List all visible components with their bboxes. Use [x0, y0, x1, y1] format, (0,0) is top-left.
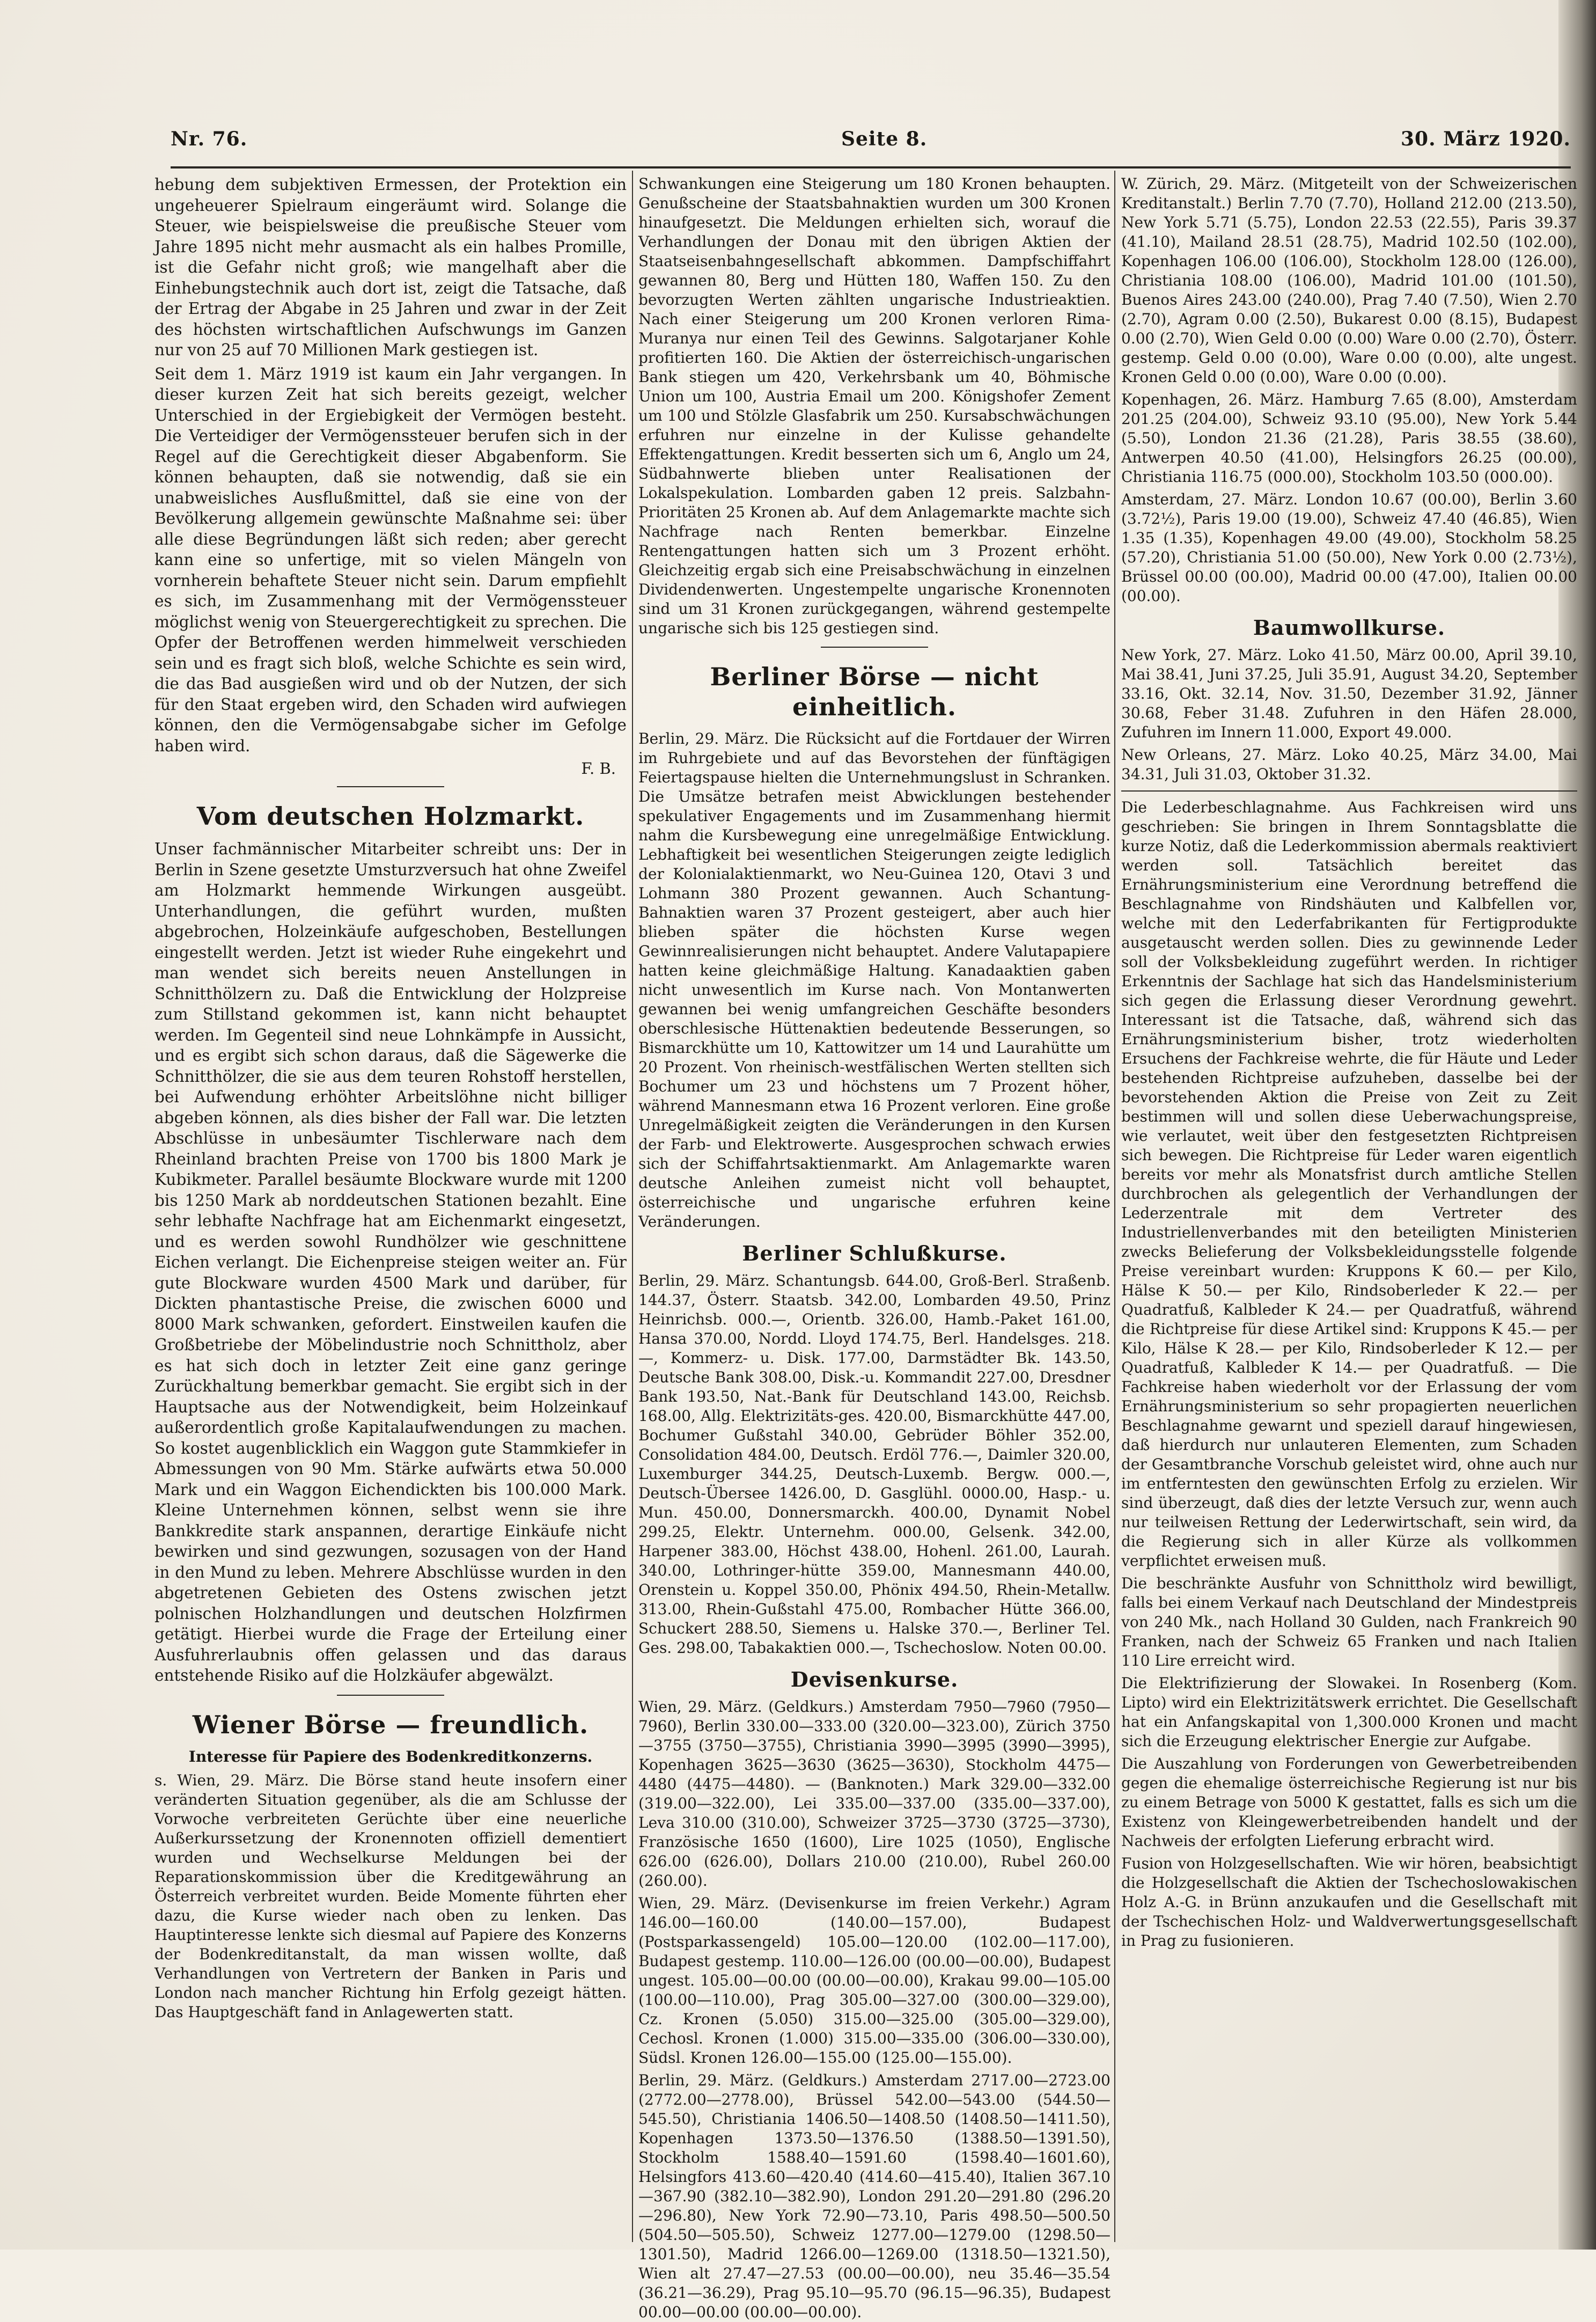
stock-quotes: Berlin, 29. März. Schantungsb. 644.00, Groß-Berl. Straßenb. 144.37, Österr. Staatsb. 342.00, Lombarden 49.50, Prinz Heinrichsb. 000.—, Orientb. 326.00, Hamb.-Paket 161.00, Hansa 370.00, Nordd. Lloyd 174.75, Berl. Handelsges. 218.—, Kommerz- u. Disk. 177.00, Darmstädter Bk. 143.50, Deutsche Bank 308.00, Disk.-u. Kommandit 227.00, Dresdner Bank 193.50, Nat.-Bank für Deutschland 143.00, Reichsb. 168.00, Allg. Elektrizitäts-ges. 420.00, Bismarckhütte 447.00, Bochumer Gußstahl 340.00, Gebrüder Böhler 352.00, Consolidation 484.00, Deutsch. Erdöl 776.—, Daimler 320.00, Luxemburger 344.25, Deutsch-Luxemb. Bergw. 000.—, Deutsch-Übersee 1426.00, D. Gasglühl. 0000.00, Hasp.- u. Mun. 450.00, Donnersmarckh. 400.00, Dynamit Nobel 299.25, Elektr. Unternehm. 000.00, Gelsenk. 342.00, Harpener 383.00, Höchst 438.00, Hohenl. 261.00, Laurah. 340.00, Lothringer-hütte 359.00, Mannesmann 440.00, Orenstein u. Koppel 350.00, Phönix 494.50, Rhein-Metallw. 313.00, Rhein-Gußstahl 475.00, Rombacher Hütte 366.00, Schuckert 288.50, Siemens u. Halske 370.—, Berliner Tel. Ges. 298.00, Tabakaktien 000.—, Tschechoslow. Noten 00.00. [638, 1272, 1110, 1657]
currency-quotes: Berlin, 29. März. (Geldkurs.) Amsterdam 2717.00—2723.00 (2772.00—2778.00), Brüssel 542.00—543.00 (544.50—545.50), Christiania 1406.50—1408.50 (1408.50—1411.50), Kopenhagen 1373.50—1376.50 (1388.50—1391.50), Stockholm 1588.40—1591.60 (1598.40—1601.60), Helsingfors 413.60—420.40 (414.60—415.40), Italien 367.10—367.90 (382.10—382.90), London 291.20—291.80 (296.20—296.80), New York 72.90—73.10, Paris 498.50—500.50 (504.50—505.50), Schweiz 1277.00—1279.00 (1298.50—1301.50), Madrid 1266.00—1269.00 (1318.50—1321.50), Wien alt 27.47—27.53 (00.00—00.00), neu 35.46—35.54 (36.21—36.29), Prag 95.10—95.70 (96.15—96.35), Budapest 00.00—00.00 (00.00—00.00). [638, 2071, 1110, 2321]
article-paragraph: Unser fachmännischer Mitarbeiter schreibt uns: Der in Berlin in Szene gesetzte Umsturzversuch hat ohne Zweifel am Holzmarkt hemmende Wirkungen ausgeübt. Unterhandlungen, die geführt wurden, mußten abgebrochen, Holzeinkäufe aufgeschoben, Bestellungen eingestellt werden. Jetzt ist wieder Ruhe eingekehrt und man wendet sich bereits neuen Anstellungen in Schnitthölzern zu. Daß die Entwicklung der Holzpreise zum Stillstand gekommen ist, kann nicht behauptet werden. Im Gegenteil sind neue Lohnkämpfe in Aussicht, und es ergibt sich schon daraus, daß die Sägewerke die Schnitthölzer, die sie aus dem teuren Rohstoff herstellen, bei Aufwendung erhöhter Arbeitslöhne nicht billiger abgeben können, als dies bisher der Fall war. Die letzten Abschlüsse in unbesäumter Tischlerware nach dem Rheinland brachten Preise von 1700 bis 1800 Mark je Kubikmeter. Parallel besäumte Blockware wurde mit 1200 bis 1250 Mark ab norddeutschen Stationen bezahlt. Eine sehr lebhafte Nachfrage hat am Eichenmarkt eingesetzt, und es werden sowohl Rundhölzer wie geschnittene Eichen verlangt. Die Eichenpreise steigen weiter an. Für gute Blockware wurden 4500 Mark und darüber, für Dickten phantastische Preise, die zwischen 6000 und 8000 Mark schwanken, gefordert. Einstweilen kaufen die Großbetriebe der Möbelindustrie noch Schnittholz, aber es hat sich doch in letzter Zeit eine ganz geringe Zurückhaltung bemerkbar gemacht. Sie ergibt sich in der Hauptsache aus der Notwendigkeit, beim Holzeinkauf außerordentlich große Kapitalaufwendungen zu machen. So kostet augenblicklich ein Waggon gute Stammkiefer in Abmessungen von 90 Mm. Stärke aufwärts etwa 50.000 Mark und ein Waggon Eichendickten bis 100.000 Mark. Kleine Unternehmen können, selbst wenn sie ihre Bankkredite stark anspannen, derartige Einkäufe nicht bewirken und sind gezwungen, sozusagen von der Hand in den Mund zu leben. Mehrere Abschlüsse wurden in den abgetretenen Gebieten des Ostens zwischen jetzt polnischen Holzhandlungen und deutschen Holzfirmen getätigt. Hierbei wurde die Frage der Erteilung einer Ausfuhrerlaubnis offen gelassen und das daraus entstehende Risiko auf die Holzkäufer abgewälzt. [155, 840, 627, 1684]
page-header [171, 128, 1571, 160]
article-paragraph: Schwankungen eine Steigerung um 180 Kronen behaupten. Genußscheine der Staatsbahnaktien wurden um 300 Kronen hinaufgesetzt. Die Meldungen erhielten sich, worauf die Verhandlungen der Donau mit den übrigen Aktien der Staatseisenbahngesellschaft abkommen. Dampfschiffahrt gewannen 80, Berg und Hütten 180, Waffen 150. Zu den bevorzugten Werten zählten ungarische Industrieaktien. Nach einer Steigerung um 200 Kronen verloren Rima-Muranya nur einen Teil des Gewinns. Salgotarjaner Kohle profitierten 160. Die Aktien der österreichisch-ungarischen Bank stiegen um 420, Verkehrsbank um 40, Böhmische Union um 100, Austria Email um 200. Königshofer Zement um 100 und Stölzle Glasfabrik um 250. Kursabschwächungen erfuhren nur einzelne in der Kulisse gehandelte Effektengattungen. Kredit besserten sich um 6, Anglo um 24, Südbahnwerte blieben unter Realisationen der Lokalspekulation. Lombarden gaben 12 preis. Salzbahn-Prioritäten 25 Kronen ab. Auf dem Anlagemarkte machte sich Nachfrage nach Renten bemerkbar. Einzelne Rentengattungen hatten sich um 3 Prozent erhöht. Gleichzeitig ergab sich eine Preisabschwächung in einzelnen Dividendenwerten. Ungestempelte ungarische Kronennoten sind um 31 Kronen zurückgegangen, während gestempelte ungarische sich bis 125 gestiegen sind. [638, 175, 1110, 637]
page-number: Seite 8. [841, 128, 928, 150]
subheadline: Interesse für Papiere des Bodenkreditkonzerns. [188, 1747, 593, 1766]
currency-quotes: Wien, 29. März. (Devisenkurse im freien Verkehr.) Agram 146.00—160.00 (140.00—157.00), Budapest (Postsparkassengeld) 105.00—120.00 (102.00—117.00), Budapest gestemp. 110.00—126.00 (00.00—00.00), Budapest ungest. 105.00—00.00 (00.00—00.00), Krakau 99.00—105.00 (100.00—110.00), Prag 305.00—327.00 (300.00—329.00), Cz. Kronen (5.050) 315.00—325.00 (305.00—329.00), Cechosl. Kronen (1.000) 315.00—335.00 (306.00—330.00), Südsl. Kronen 126.00—155.00 (125.00—155.00). [638, 1894, 1110, 2067]
header-rule [171, 166, 1571, 169]
column-divider [1114, 171, 1115, 2242]
news-item: Die Elektrifizierung der Slowakei. In Rosenberg (Kom. Lipto) wird ein Elektrizitätswerk errichtet. Die Gesellschaft hat ein Anfangskapital von 1,300.000 Kronen und macht sich die Erzeugung elektrischer Energie zur Aufgabe. [1121, 1674, 1577, 1750]
issue-number: Nr. 76. [171, 128, 248, 150]
section-divider [1121, 790, 1577, 792]
headline-devisenkurse: Devisenkurse. [790, 1667, 959, 1691]
column-1 [155, 174, 627, 2235]
issue-date: 30. März 1920. [1400, 128, 1571, 150]
news-item: Die beschränkte Ausfuhr von Schnittholz wird bewilligt, falls bei einem Verkauf nach Deutschland der Mindestpreis von 240 Mk., nach Holland 30 Gulden, nach Frankreich 90 Franken, nach der Schweiz 65 Franken und nach Italien 110 Lire erreicht wird. [1121, 1574, 1577, 1669]
headline-berliner-boerse: Berliner Börse — nicht einheitlich. [710, 662, 1039, 721]
currency-quotes: Amsterdam, 27. März. London 10.67 (00.00), Berlin 3.60 (3.72½), Paris 19.00 (19.00), Schweiz 47.40 (46.85), Wien 1.35 (1.35), Kopenhagen 49.00 (49.00), Stockholm 58.25 (57.20), Christiania 51.00 (50.00), New York 0.00 (2.73½), Brüssel 00.00 (00.00), Madrid 00.00 (47.00), Italien 00.00 (00.00). [1121, 490, 1577, 605]
news-item: Die Lederbeschlagnahme. Aus Fachkreisen wird uns geschrieben: Sie bringen in Ihrem Sonntagsblatte die kurze Notiz, daß die Lederkommission abermals reaktiviert werden soll. Tatsächlich bereitet das Ernährungsministerium eine Verordnung betreffend die Beschlagnahme von Rindshäuten und Kalbfellen vor, welche mit den Lederfabrikanten für Fertigprodukte ausgetauscht werden sollen. Dies zu gewinnende Leder soll der Volksbekleidung zugeführt werden. In richtiger Erkenntnis der Sachlage hat sich das Handelsministerium sich gegen die Erlassung dieser Verordnung gewehrt. Interessant ist die Tatsache, daß, während sich das Ernährungsministerium bisher, trotz wiederholten Ersuchens der Fachkreise wehrte, die für Häute und Leder bestehenden Richtpreise aufzuheben, dasselbe bei der bevorstehenden Aktion die Preise von Zeit zu Zeit bestimmen will und sollen diese Ueberwachungspreise, wie verlautet, weit über den festgesetzten Richtpreisen sich bewegen. Die Richtpreise für Leder waren eigentlich bereits vor mehr als Monatsfrist durch amtliche Stellen durchbrochen als gelegentlich der Verhandlungen der Lederzentrale mit dem Vertreter des Industriellenverbandes mit den beteiligten Ministerien zwecks Belieferung der Volksbekleidungsstelle folgende Preise vereinbart wurden: Kruppons K 60.— per Kilo, Hälse K 50.— per Kilo, Rindsoberleder K 22.— per Quadratfuß, Kalbleder K 24.— per Quadratfuß, während die Richtpreise für diese Artikel sind: Kruppons K 45.— per Kilo, Hälse K 28.— per Kilo, Rindsoberleder K 12.— per Quadratfuß, Kalbleder K 14.— per Quadratfuß. — Die Fachkreise haben wiederholt vor der Erlassung der vom Ernährungsministerium so sehr propagierten neuerlichen Beschlagnahme gewarnt und speziell darauf hingewiesen, daß hierdurch nur unlauteren Elementen, zum Schaden der Gesamtbranche Vorschub geleistet wird, ohne auch nur im entferntesten den gewünschten Erfolg zu erzielen. Wir sind überzeugt, daß dies der letzte Versuch zur, wenn auch nur teilweisen Rettung der Lederwirtschaft, sein wird, da die Regierung sich in aller Kürze als vollkommen verpflichtet erweisen muß. [1121, 799, 1577, 1570]
currency-quotes: W. Zürich, 29. März. (Mitgeteilt von der Schweizerischen Kreditanstalt.) Berlin 7.70 (7.70), Holland 212.00 (213.50), New York 5.71 (5.75), London 22.53 (22.55), Paris 39.37 (41.10), Mailand 28.51 (28.75), Madrid 102.50 (102.00), Kopenhagen 106.00 (106.00), Stockholm 128.00 (126.00), Christiania 108.00 (106.00), Madrid 101.00 (101.50), Buenos Aires 243.00 (240.00), Prag 7.40 (7.50), Wien 2.70 (2.70), Agram 0.00 (2.50), Bukarest 0.00 (8.15), Budapest 0.00 (2.70), Wien Geld 0.00 (0.00) Ware 0.00 (2.70), Österr. gestemp. Geld 0.00 (0.00), Ware 0.00 (0.00), alte ungest. Kronen Geld 0.00 (0.00), Ware 0.00 (0.00). [1121, 175, 1577, 386]
headline-baumwollkurse: Baumwollkurse. [1253, 616, 1446, 640]
section-divider [337, 786, 444, 787]
column-divider [632, 171, 633, 2242]
column-3 [1121, 174, 1577, 2235]
news-item: Fusion von Holzgesellschaften. Wie wir hören, beabsichtigt die Holzgesellschaft die Aktien der Tschechoslowakischen Holz A.-G. in Brünn anzukaufen und die Gesellschaft mit der Tschechischen Holz- und Waldverwertungsgesellschaft in Prag zu fusionieren. [1121, 1855, 1577, 1950]
currency-quotes: Wien, 29. März. (Geldkurs.) Amsterdam 7950—7960 (7950—7960), Berlin 330.00—333.00 (320.00—323.00), Zürich 3750—3755 (3750—3755), Christiania 3990—3995 (3990—3995), Kopenhagen 3625—3630 (3625—3630), Stockholm 4475—4480 (4475—4480). — (Banknoten.) Mark 329.00—332.00 (319.00—322.00), Lei 335.00—337.00 (335.00—337.00), Leva 310.00 (310.00), Schweizer 3725—3730 (3725—3730), Französische 1650 (1600), Lire 1025 (1050), Englische 626.00 (626.00), Dollars 210.00 (210.00), Rubel 260.00 (260.00). [638, 1698, 1110, 1889]
cotton-quotes: New York, 27. März. Loko 41.50, März 00.00, April 39.10, Mai 38.41, Juni 37.25, Juli 35.91, August 34.20, September 33.16, Okt. 32.14, Nov. 31.50, Dezember 31.92, Jänner 30.68, Feber 31.48. Zufuhren in den Häfen 28.000, Zufuhren im Innern 11.000, Export 49.000. [1121, 646, 1577, 741]
section-divider [337, 1695, 444, 1696]
headline-holzmarkt: Vom deutschen Holzmarkt. [196, 802, 585, 831]
cotton-quotes: New Orleans, 27. März. Loko 40.25, März 34.00, Mai 34.31, Juli 31.03, Oktober 31.32. [1121, 746, 1577, 783]
headline-wiener-boerse: Wiener Börse — freundlich. [192, 1710, 589, 1739]
news-item: Die Auszahlung von Forderungen von Gewerbetreibenden gegen die ehemalige österreichische Regierung ist nur bis zu einem Betrage von 5000 K gestattet, falls es sich um die Existenz von Kleingewerbetreibenden handelt und der Nachweis der erfolgten Lieferung erbracht wird. [1121, 1755, 1577, 1850]
author-signature: F. B. [581, 759, 616, 778]
currency-quotes: Kopenhagen, 26. März. Hamburg 7.65 (8.00), Amsterdam 201.25 (204.00), Schweiz 93.10 (95.00), New York 5.44 (5.50), London 21.36 (21.28), Paris 38.55 (38.60), Antwerpen 40.50 (41.00), Helsingfors 26.25 (00.00), Christiania 116.75 (000.00), Stockholm 103.50 (000.00). [1121, 391, 1577, 486]
column-2 [638, 174, 1110, 2321]
section-divider [821, 647, 928, 648]
headline-schlusskurse: Berliner Schlußkurse. [742, 1241, 1007, 1265]
article-paragraph: Seit dem 1. März 1919 ist kaum ein Jahr vergangen. In dieser kurzen Zeit hat sich bereits gezeigt, welcher Unterschied in der Ergiebigkeit der Vermögen besteht. Die Verteidiger der Vermögenssteuer berufen sich in der Regel auf die Gerechtigkeit dieser Abgabenform. Sie können behaupten, daß sie notwendig, daß sie ein unabweisliches Ausflußmittel, daß sie eine von der Bevölkerung allgemein gewünschte Maßnahme sei: über alle diese Begründungen läßt sich reden; aber gerecht kann eine so unfertige, mit so vielen Mängeln von vornherein behaftete Steuer nicht sein. Darum empfiehlt es sich, im Zusammenhang mit der Vermögenssteuer möglichst wenig von Steuergerechtigkeit zu sprechen. Die Opfer der Betroffenen werden himmelweit verschieden sein und es fragt sich bloß, welche Schichte es sein wird, die das Bad ausgießen wird und ob der Nutzen, der sich für den Staat ergeben wird, den Schaden wird aufwiegen können, den die Vermögensabgabe sicher im Gefolge haben wird. [155, 364, 627, 755]
article-paragraph: hebung dem subjektiven Ermessen, der Protektion ein ungeheuerer Spielraum eingeräumt wird. Solange die Steuer, wie beispielsweise die preußische Steuer vom Jahre 1895 nicht mehr ausmacht als ein halbes Promille, ist die Gefahr nicht groß; wie mangelhaft aber die Einhebungstechnik auch dort ist, zeigt die Tatsache, daß der Ertrag der Abgabe in 25 Jahren und zwar in der Zeit des höchsten wirtschaftlichen Aufschwungs im Ganzen nur von 25 auf 70 Millionen Mark gestiegen ist. [155, 175, 627, 359]
article-paragraph: s. Wien, 29. März. Die Börse stand heute insofern einer veränderten Situation gegenüber, als die am Schlusse der Vorwoche verbreiteten Gerüchte über eine neuerliche Außerkurssetzung der Kronennoten offiziell dementiert wurden und Wechselkurse Meldungen bei der Reparationskommission über die Kreditgewährung an Österreich verbreitet wurden. Beide Momente führten eher dazu, die Kurse wieder nach oben zu lenken. Das Hauptinteresse lenkte sich diesmal auf Papiere des Konzerns der Bodenkreditanstalt, da man wissen wollte, daß Verhandlungen von Vertretern der Banken in Paris und London nach mancher Richtung hin Erfolg gezeigt hätten. Das Hauptgeschäft fand in Anlagewerten statt. [155, 1771, 627, 2021]
article-paragraph: Berlin, 29. März. Die Rücksicht auf die Fortdauer der Wirren im Ruhrgebiete und auf das Bevorstehen der fünftägigen Feiertagspause hielten die Unternehmungslust in Schranken. Die Umsätze betrafen meist Abwicklungen bestehender spekulativer Engagements und im Zusammenhang hiermit nahm die Kursbewegung eine unregelmäßige Entwicklung. Lebhaftigkeit bei wesentlichen Steigerungen zeigte lediglich der Kolonialaktienmarkt, wo Neu-Guinea 120, Otavi 3 und Lohmann 380 Prozent gewannen. Auch Schantung-Bahnaktien waren 37 Prozent gesteigert, aber auch hier blieben später die höchsten Kurse wegen Gewinnrealisierungen nicht behauptet. Andere Valutapapiere hatten keine gleichmäßige Haltung. Kanadaaktien gaben nicht unwesentlich im Kurse nach. Von Montanwerten gewannen bei wenig umfangreichen Geschäfte besonders oberschlesische Hüttenaktien bedeutende Besserungen, so Bismarckhütte um 10, Kattowitzer um 14 und Laurahütte um 20 Prozent. Von rheinisch-westfälischen Werten stellten sich Bochumer um 23 und höchstens um 7 Prozent höher, während Mannesmann etwa 16 Prozent verloren. Eine große Unregelmäßigkeit zeigten die Veränderungen in den Kursen der Farb- und Elektrowerte. Ausgesprochen schwach erwies sich der Schiffahrtsaktienmarkt. Am Anlagemarkte waren deutsche Anleihen zumeist nicht voll behauptet, österreichische und ungarische erfuhren keine Veränderungen. [638, 730, 1110, 1230]
